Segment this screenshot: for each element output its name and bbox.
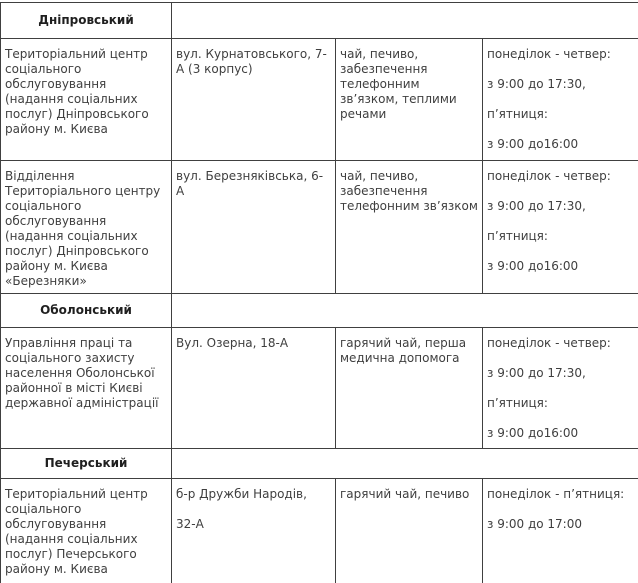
schedule-line: з 9:00 до 17:00 (487, 517, 582, 531)
section-header-row-pecherskyi (1, 449, 638, 479)
organization-cell (1, 479, 172, 583)
organization-text: Відділення Територіального центру соціального обслуговування (надання соціальних послуг) Дніпровського району м. Києва «Березняки» (5, 169, 161, 288)
schedule-line: з 9:00 до 17:30, (487, 77, 586, 91)
address-text: б-р Дружби Народів, (176, 487, 307, 501)
schedule-cell (483, 328, 638, 449)
section-header-row-obolonskyi (1, 294, 638, 328)
organization-cell (1, 39, 172, 161)
district-header-empty-cell (172, 449, 638, 479)
table-row (1, 39, 638, 161)
district-name: Дніпровський (1, 3, 172, 39)
address-cell (172, 328, 336, 449)
district-header-empty-cell (172, 294, 638, 328)
schedule-line: з 9:00 до16:00 (487, 259, 579, 273)
schedule-line: з 9:00 до 17:30, (487, 366, 586, 380)
address-cell (172, 161, 336, 294)
address-cell (172, 39, 336, 161)
schedule-cell (483, 39, 638, 161)
schedule-line: п’ятниця: (487, 107, 548, 121)
schedule-line: п’ятниця: (487, 396, 548, 410)
organization-cell (1, 328, 172, 449)
table-row (1, 479, 638, 583)
schedule-line: з 9:00 до16:00 (487, 426, 579, 440)
schedule-cell (483, 479, 638, 583)
table-row (1, 161, 638, 294)
organization-text: Територіальний центр соціального обслуговування (надання соціальних послуг) Печерського району м. Києва (5, 487, 148, 576)
address-text: вул. Березняківська, 6-А (176, 169, 324, 198)
table-row (1, 328, 638, 449)
services-cell (336, 161, 483, 294)
organization-text: Управління праці та соціального захисту населення Оболонської районної в місті Києві державної адміністрації (5, 336, 159, 410)
organization-text: Територіальний центр соціального обслуговування (надання соціальних послуг) Дніпровського району м. Києва (5, 47, 149, 136)
schedule-line: понеділок - четвер: (487, 336, 611, 350)
address-text: 32-А (176, 517, 204, 531)
services-text: чай, печиво, забезпечення телефонним зв’язком (340, 169, 478, 213)
district-header-empty-cell (172, 3, 638, 39)
schedule-line: п’ятниця: (487, 229, 548, 243)
services-text: чай, печиво, забезпечення телефонним зв’язком, теплими речами (340, 47, 457, 121)
schedule-line: з 9:00 до 17:30, (487, 199, 586, 213)
social-centers-table (0, 2, 638, 583)
address-cell (172, 479, 336, 583)
district-name: Печерський (1, 449, 172, 479)
district-name: Оболонський (1, 294, 172, 328)
organization-cell (1, 161, 172, 294)
schedule-cell (483, 161, 638, 294)
services-text: гарячий чай, печиво (340, 487, 470, 501)
schedule-line: понеділок - четвер: (487, 47, 611, 61)
section-header-row-dniprovskyi (1, 3, 638, 39)
schedule-line: понеділок - четвер: (487, 169, 611, 183)
services-text: гарячий чай, перша медична допомога (340, 336, 467, 365)
services-cell (336, 479, 483, 583)
services-cell (336, 328, 483, 449)
schedule-line: з 9:00 до16:00 (487, 137, 579, 151)
schedule-line: понеділок - п’ятниця: (487, 487, 625, 501)
address-text: вул. Курнатовського, 7-А (3 корпус) (176, 47, 327, 76)
services-cell (336, 39, 483, 161)
address-text: Вул. Озерна, 18-А (176, 336, 289, 350)
